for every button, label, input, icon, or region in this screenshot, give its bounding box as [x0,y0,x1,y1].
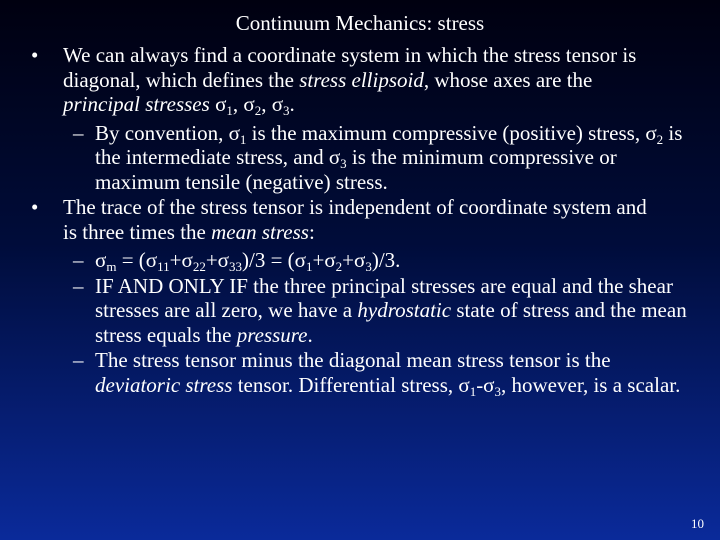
text: IF AND ONLY IF the three principal stresses are equal and the shear stresses are all zero, we have a [95,273,673,322]
bullet-trace [0,195,663,244]
text: : [308,219,315,244]
subscript: 1 [305,259,313,274]
text: )/3. [371,248,401,272]
text: is the maximum compressive (positive) stress, σ [246,120,657,145]
subscript: 22 [192,259,206,274]
subscript: 11 [157,259,170,274]
subscript: 2 [656,131,664,147]
subbullet-deviatoric [0,348,695,397]
text: We can always find a coordinate system in which the stress tensor is diagonal, which defines the [63,43,637,92]
text: , σ [232,92,255,116]
text: , however, is a scalar. [501,372,681,397]
slide-title: Continuum Mechanics: stress [235,11,485,35]
subscript: 3 [340,156,347,171]
text: = (σ [116,248,158,272]
dash-marker: – [73,248,84,272]
subscript: 33 [229,259,242,274]
subbullet-hydrostatic [0,274,695,348]
text: , whose axes are the [423,67,593,92]
subscript: 2 [254,103,262,118]
subscript: 1 [469,383,477,399]
text: state of stress and the mean stress equals the [95,298,687,347]
text: +σ [205,248,229,272]
term-stress-ellipsoid: stress ellipsoid [299,67,424,92]
subscript: 3 [283,103,290,118]
text: By convention, σ [95,120,240,145]
text: is the intermediate stress, and σ [95,120,683,169]
subscript: 1 [226,103,233,118]
text: . [307,322,313,347]
text: σ [209,92,227,116]
text: +σ [342,248,366,272]
text: is the minimum compressive or maximum tensile (negative) stress. [95,145,617,194]
bullet-marker: • [31,43,39,67]
term-hydrostatic: hydrostatic [357,298,452,322]
page-number: 10 [691,516,704,531]
dash-marker: – [73,348,84,372]
bullet-principal-stresses [0,43,663,117]
subscript: 1 [239,131,247,147]
text: . [289,92,295,116]
dash-marker: – [73,273,84,298]
dash-marker: – [73,120,84,145]
text: The stress tensor minus the diagonal mean stress tensor is the [95,348,611,372]
bullet-marker: • [31,195,39,219]
term-deviatoric-stress: deviatoric stress [95,372,233,397]
text: tensor. Differential stress, σ [232,372,470,397]
subscript: 3 [494,383,502,399]
subscript: 2 [335,259,343,274]
subbullet-mean-stress-formula [0,248,695,273]
subscript: 3 [365,259,372,274]
term-principal-stresses: principal stresses [63,92,210,116]
text: +σ [312,248,336,272]
text: +σ [169,248,193,272]
text: )/3 = (σ [242,248,306,272]
term-mean-stress: mean stress [211,219,309,244]
subscript: m [106,259,117,274]
text: , σ [261,92,284,116]
bullet-list [0,43,720,398]
term-pressure: pressure [236,322,308,347]
text: The trace of the stress tensor is independent of coordinate system and is three times the [63,195,647,244]
text: σ [95,248,107,272]
subbullet-convention [0,121,695,195]
text: -σ [476,372,495,397]
